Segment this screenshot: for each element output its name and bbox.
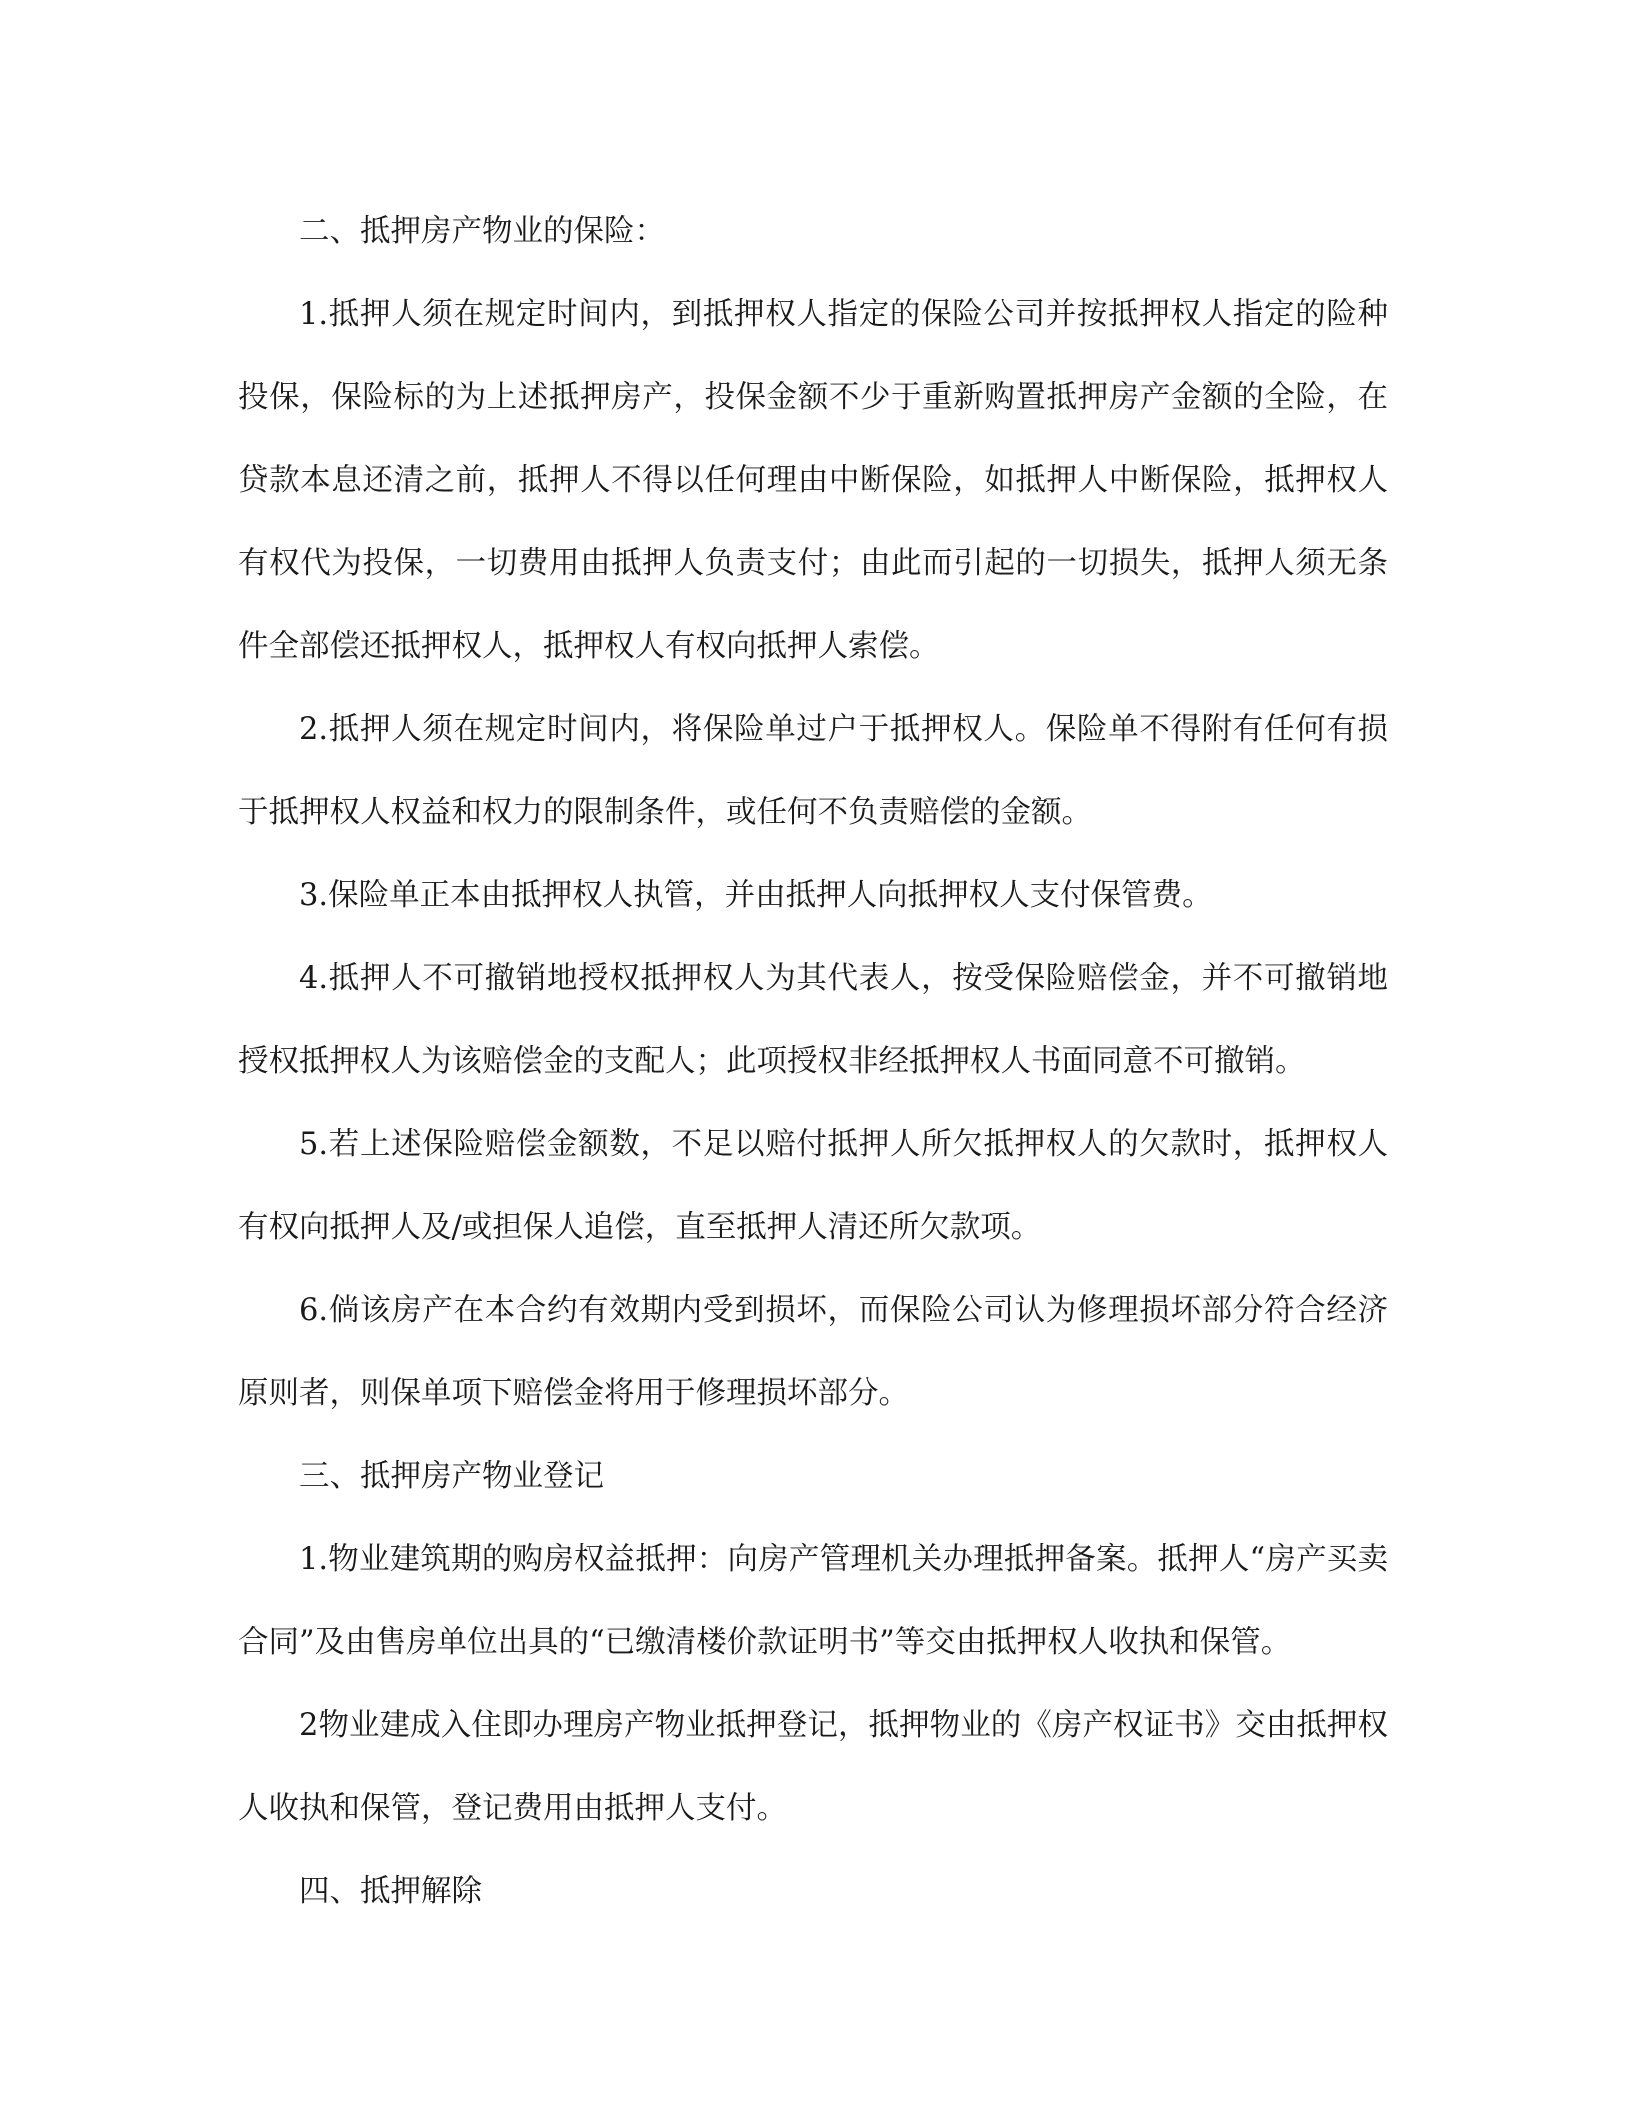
clause-paragraph: 6.倘该房产在本合约有效期内受到损坏，而保险公司认为修理损坏部分符合经济原则者，则保单项下赔偿金将用于修理损坏部分。 (238, 1293, 1388, 1411)
section-heading-insurance: 二、抵押房产物业的保险： (299, 214, 665, 249)
clause-paragraph: 1.抵押人须在规定时间内，到抵押权人指定的保险公司并按抵押权人指定的险种投保，保险标的为上述抵押房产，投保金额不少于重新购置抵押房产金额的全险，在贷款本息还清之前，抵押人不得以任何理由中断保险，如抵押人中断保险，抵押权人有权代为投保，一切费用由抵押人负责支付；由此而引起的一切损失，抵押人须无条件全部偿还抵押权人，抵押权人有权向抵押人索偿。 (238, 297, 1388, 664)
clause-paragraph: 4.抵押人不可撤销地授权抵押权人为其代表人，按受保险赔偿金，并不可撤销地授权抵押权人为该赔偿金的支配人；此项授权非经抵押权人书面同意不可撤销。 (238, 961, 1388, 1079)
section-heading-release: 四、抵押解除 (299, 1874, 482, 1909)
document-body (238, 190, 1388, 1933)
clause-paragraph: 3.保险单正本由抵押权人执管，并由抵押人向抵押权人支付保管费。 (299, 878, 1213, 913)
clause-paragraph: 1.物业建筑期的购房权益抵押：向房产管理机关办理抵押备案。抵押人“房产买卖合同”及由售房单位出具的“已缴清楼价款证明书”等交由抵押权人收执和保管。 (238, 1542, 1388, 1660)
clause-paragraph: 5.若上述保险赔偿金额数，不足以赔付抵押人所欠抵押权人的欠款时，抵押权人有权向抵押人及/或担保人追偿，直至抵押人清还所欠款项。 (238, 1127, 1388, 1245)
clause-paragraph: 2物业建成入住即办理房产物业抵押登记，抵押物业的《房产权证书》交由抵押权人收执和保管，登记费用由抵押人支付。 (238, 1708, 1388, 1826)
clause-paragraph: 2.抵押人须在规定时间内，将保险单过户于抵押权人。保险单不得附有任何有损于抵押权人权益和权力的限制条件，或任何不负责赔偿的金额。 (238, 712, 1388, 830)
section-heading-registration: 三、抵押房产物业登记 (299, 1459, 604, 1494)
